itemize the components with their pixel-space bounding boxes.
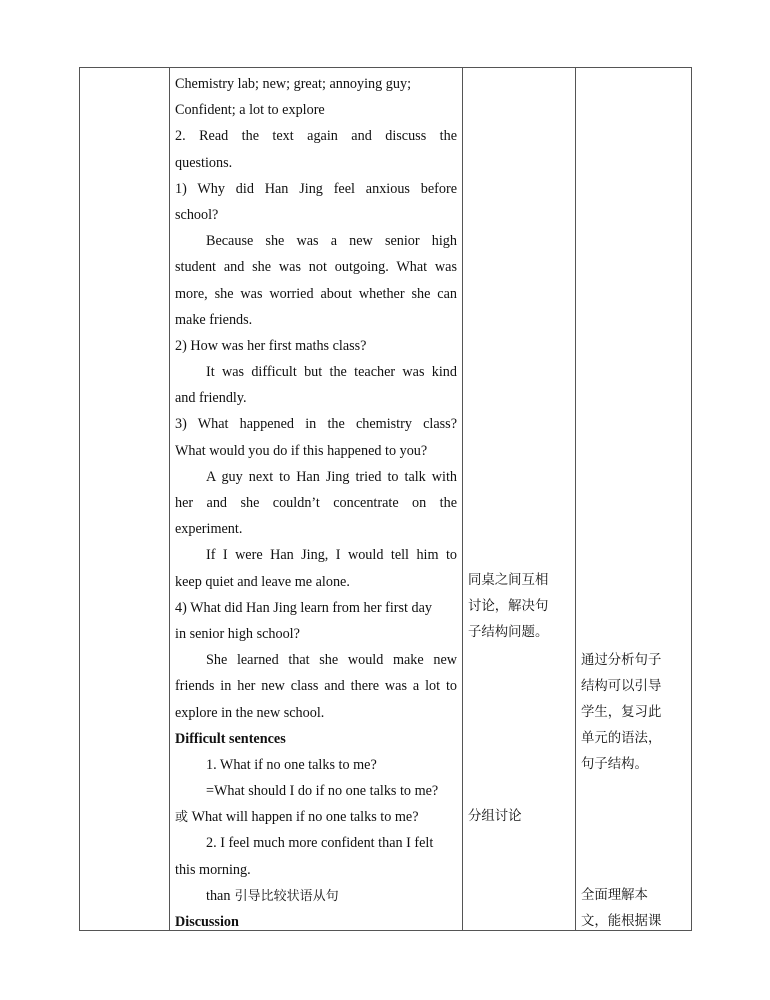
intent-text: 文，能根据课 [581,914,662,929]
answer-1: Because she was a new senior high [206,233,457,250]
text-line: questions. [175,154,233,171]
activity-text: 讨论，解决句 [468,599,549,614]
answer-2: It was difficult but the teacher was kind [206,364,457,381]
text-line: friends in her new class and there was a lot to [175,678,457,695]
text-line: more, she was worried about whether she can [175,285,457,302]
text-line [175,804,457,830]
intent-text: 单元的语法， [581,731,662,746]
text-line: her and she couldn’t concentrate on the [175,495,457,511]
text-line: If I were Han Jing, I would tell him to [206,547,457,564]
lesson-plan-table [79,67,692,931]
activity-text: 同桌之间互相 [468,573,549,588]
text-line: =What should I do if no one talks to me? [206,783,439,800]
text-line [175,883,457,909]
text-line: make friends. [175,311,253,328]
text-line: explore in the new school. [175,704,325,721]
text-line: keep quiet and leave me alone. [175,573,350,590]
text-line: What would you do if this happened to you? [175,442,428,459]
intent-text: 结构可以引导 [581,679,662,694]
design-intent-column [575,68,692,930]
intent-text: 句子结构。 [581,757,648,772]
text-line: 1. What if no one talks to me? [206,756,377,773]
text-line: Chemistry lab; new; great; annoying guy; [175,76,412,92]
text-line: and friendly. [175,390,247,407]
question-3: 3) What happened in the chemistry class? [175,416,457,433]
section-heading-difficult-sentences: Difficult sentences [175,730,286,747]
text-line: 2. Read the text again and discuss the [175,128,457,145]
teaching-content-column [169,68,462,930]
keyword: than [206,887,231,904]
answer-3: A guy next to Han Jing tried to talk with [206,468,457,485]
text-line: 2. I feel much more confident than I felt [206,835,434,852]
text-line: in senior high school? [175,625,300,642]
question-1: 1) Why did Han Jing feel anxious before [175,180,457,197]
activity-text: 分组讨论 [468,809,522,824]
text-rest: What will happen if no one talks to me? [188,809,419,826]
intent-text: 全面理解本 [581,888,648,903]
text-line: Confident; a lot to explore [175,102,325,119]
section-heading-discussion: Discussion [175,914,239,930]
intent-text: 学生，复习此 [581,705,662,720]
activity-text: 子结构问题。 [468,625,549,640]
text-line: school? [175,206,219,223]
student-activity-column [462,68,575,930]
keyword-note: 引导比较状语从句 [230,888,339,904]
text-line: this morning. [175,861,251,878]
answer-4: She learned that she would make new [206,652,457,669]
text-line: experiment. [175,521,243,538]
question-4: 4) What did Han Jing learn from her first day [175,599,433,616]
intent-text: 通过分析句子 [581,653,662,668]
question-2: 2) How was her first maths class? [175,337,367,354]
text-prefix: 或 [175,810,189,826]
text-line: student and she was not outgoing. What was [175,259,457,276]
